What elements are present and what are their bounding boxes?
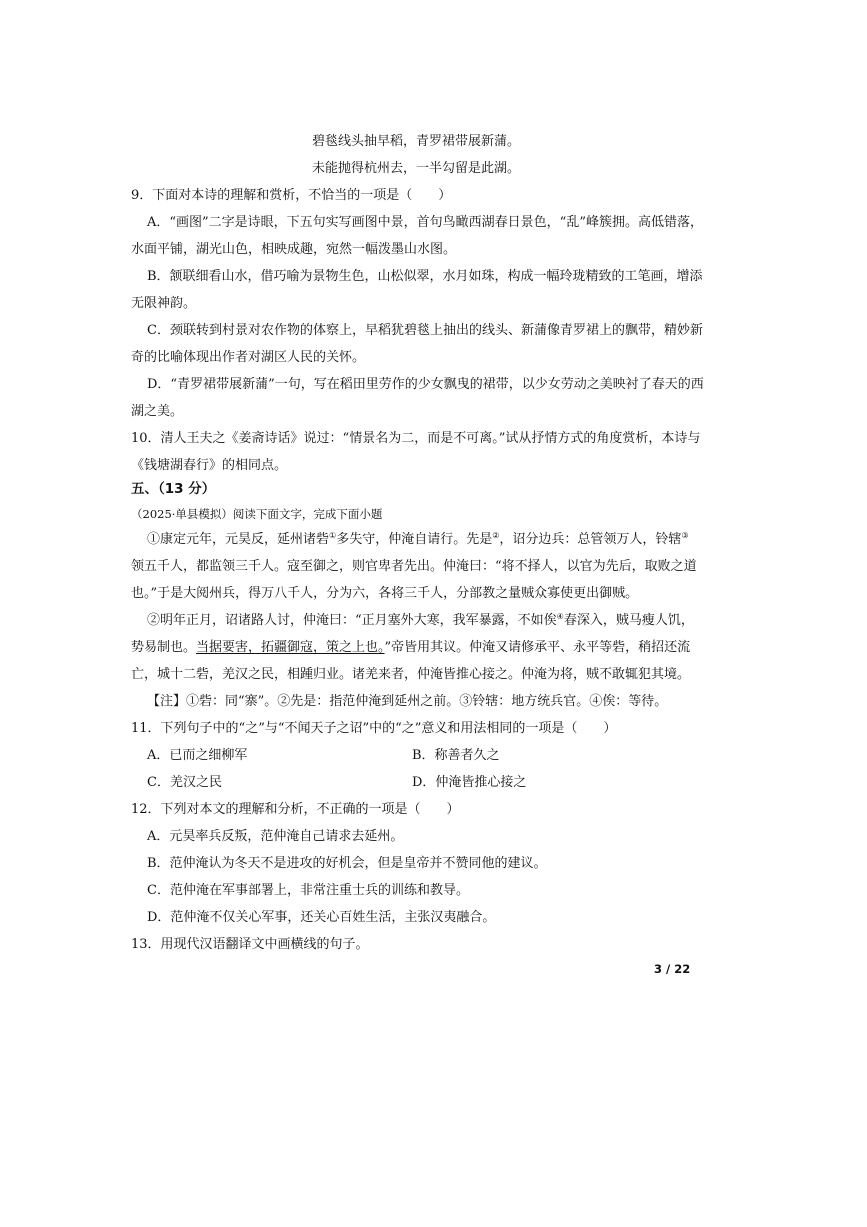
question-9-option-a-line-1: A．“画图”二字是诗眼，下五句实写画图中景，首句鸟瞰西湖春日景色，“乱”峰簇拥。高低错落， <box>147 215 703 230</box>
question-12-option-b: B．范仲淹认为冬天不是进攻的好机会，但是皇帝并不赞同他的建议。 <box>147 856 547 871</box>
passage-text: 多失守，仲淹自请行。先是 <box>336 532 493 547</box>
section-source: （2025·单县模拟）阅读下面文字，完成下面小题 <box>131 507 383 521</box>
footnote-marker: ② <box>492 531 500 540</box>
question-12-option-c: C．范仲淹在军事部署上，非常注重士兵的训练和教导。 <box>147 883 469 898</box>
section-five-title: 五、（13 分） <box>131 481 216 497</box>
passage-paragraph-2-line-3: 亡，城十二砦，羌汉之民，相踵归业。诸羌来者，仲淹皆推心接之。仲淹为将，贼不敢辄犯其境。 <box>131 667 691 682</box>
passage-paragraph-1-line-1 <box>147 532 689 548</box>
question-9-option-d-line-1: D．“青罗裙带展新蒲”一句，写在稻田里劳作的少女飘曳的裙带，以少女劳动之美映衬了春天的西 <box>147 377 704 392</box>
passage-text: 春深入，贼马瘦人饥， <box>563 613 694 628</box>
passage-paragraph-2-line-2 <box>131 640 690 656</box>
question-9-option-c-line-1: C．颈联转到村景对农作物的体察上，早稻犹碧毯上抽出的线头、新蒲像青罗裙上的飘带，精妙新 <box>147 323 703 338</box>
question-9-option-b-line-1: B．颔联细看山水，借巧喻为景物生色，山松似翠，水月如珠，构成一幅玲珑精致的工笔画，增添 <box>147 269 703 284</box>
question-12-stem: 12．下列对本文的理解和分析，不正确的一项是（ ） <box>131 802 460 817</box>
passage-paragraph-2-line-1 <box>147 613 694 629</box>
poem-line-2: 未能抛得杭州去，一半勾留是此湖。 <box>312 161 521 176</box>
question-12-option-a: A．元昊率兵反叛，范仲淹自己请求去延州。 <box>147 829 404 844</box>
passage-text: ①康定元年，元昊反，延州诸砦 <box>147 532 330 547</box>
question-9-option-b-line-2: 无限神韵。 <box>131 296 197 311</box>
question-9-option-c-line-2: 奇的比喻体现出作者对湖区人民的关怀。 <box>131 350 366 365</box>
question-11-option-d: D．仲淹皆推心接之 <box>412 775 527 790</box>
poem-line-1: 碧毯线头抽早稻，青罗裙带展新蒲。 <box>312 134 521 149</box>
question-9-stem: 9．下面对本诗的理解和赏析，不恰当的一项是（ ） <box>131 188 452 203</box>
question-11-stem: 11．下列句子中的“之”与“不闻天子之诏”中的“之”意义和用法相同的一项是（ ） <box>131 721 617 736</box>
footnote-marker: ① <box>329 531 337 540</box>
question-10-line-1: 10．清人王夫之《姜斋诗话》说过：“情景名为二，而是不可离。”试从抒情方式的角度赏析，本诗与 <box>131 431 701 446</box>
passage-notes: 【注】①砦：同“寨”。②先是：指范仲淹到延州之前。③铃辖：地方统兵官。④俟：等待。 <box>147 694 668 709</box>
passage-text: ，诏分边兵：总管领万人，铃辖 <box>499 532 682 547</box>
passage-text: 势易制也。 <box>131 640 197 655</box>
page-number: 3 / 22 <box>654 962 691 976</box>
question-10-line-2: 《钱塘湖春行》的相同点。 <box>131 458 288 473</box>
underlined-sentence: 当据要害，拓疆御寇，策之上也。 <box>196 640 385 655</box>
question-11-option-a: A．已而之细柳军 <box>147 748 248 763</box>
footnote-marker: ④ <box>556 612 564 621</box>
passage-paragraph-1-line-3: 也。”于是大阅州兵，得万八千人，分为六，各将三千人，分部教之量贼众寡使更出御贼。 <box>131 586 639 601</box>
passage-paragraph-1-line-2: 领五千人，都监领三千人。寇至御之，则官卑者先出。仲淹曰：“将不择人，以官为先后，取败之道 <box>131 559 697 574</box>
question-11-option-c: C．羌汉之民 <box>147 775 222 790</box>
question-9-option-a-line-2: 水面平铺，湖光山色，相映成趣，宛然一幅泼墨山水图。 <box>131 242 457 257</box>
question-13-stem: 13．用现代汉语翻译文中画横线的句子。 <box>131 937 369 952</box>
question-9-option-d-line-2: 湖之美。 <box>131 404 184 419</box>
passage-text: ”帝皆用其议。仲淹又请修承平、永平等砦，稍招还流 <box>384 640 691 655</box>
question-12-option-d: D．范仲淹不仅关心军事，还关心百姓生活，主张汉夷融合。 <box>147 910 496 925</box>
footnote-marker: ③ <box>681 531 689 540</box>
question-11-option-b: B．称善者久之 <box>412 748 500 763</box>
passage-text: ②明年正月，诏诸路人讨，仲淹曰：“正月塞外大寒，我军暴露，不如俟 <box>147 613 557 628</box>
